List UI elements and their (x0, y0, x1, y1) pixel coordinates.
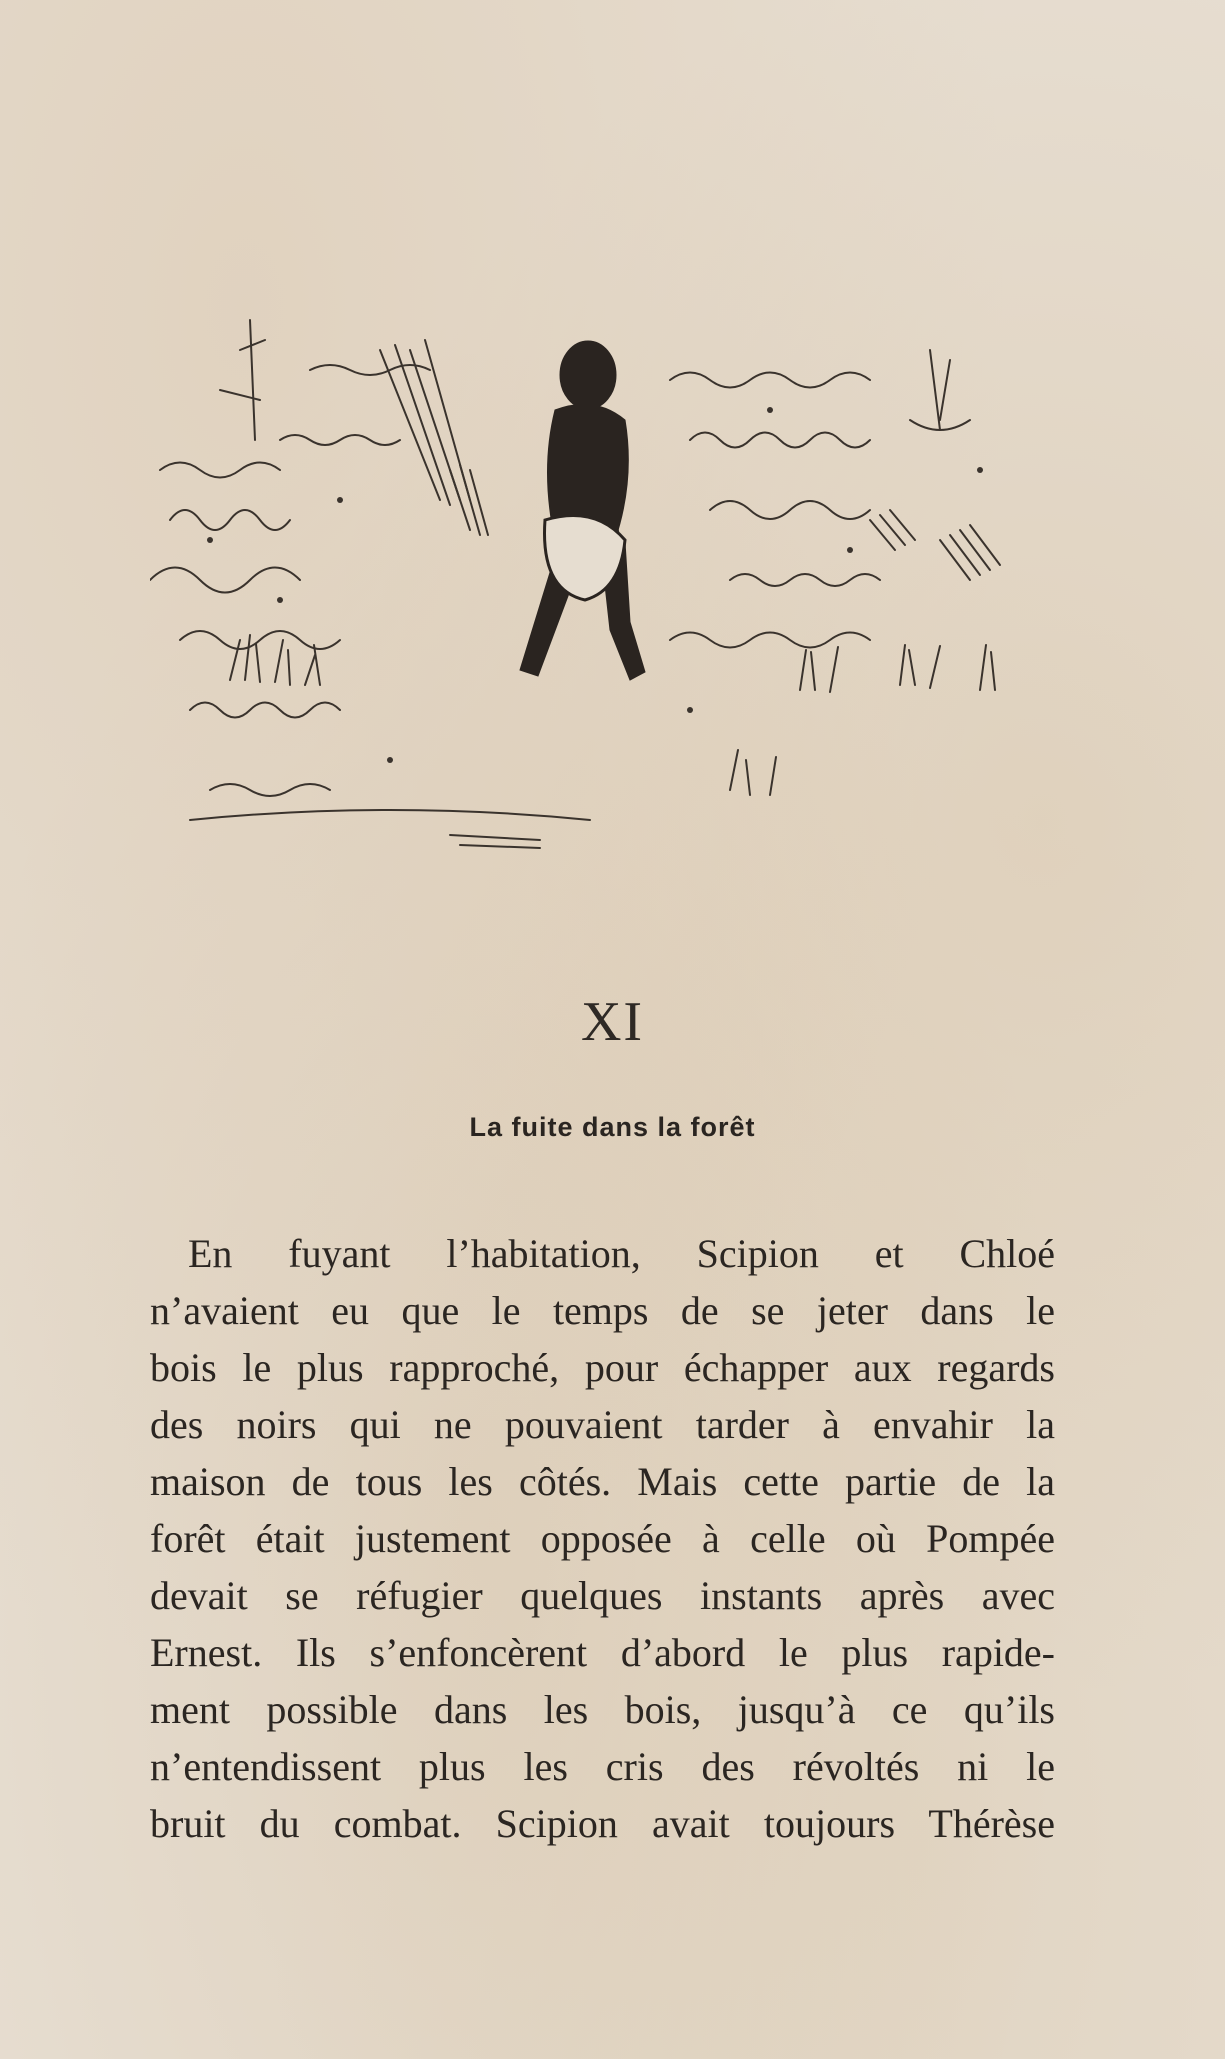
chapter-title: La fuite dans la forêt (469, 1112, 756, 1142)
text-line: bruit du combat. Scipion avait toujours Thérèse (150, 1801, 1055, 1846)
text-line: forêt était justement opposée à celle où Pompée (150, 1516, 1055, 1561)
text-line: maison de tous les côtés. Mais cette partie de la (150, 1459, 1055, 1504)
text-line: devait se réfugier quelques instants après avec (150, 1573, 1055, 1618)
text-line: des noirs qui ne pouvaient tarder à envahir la (150, 1402, 1055, 1447)
text-line: ment possible dans les bois, jusqu’à ce qu’ils (150, 1687, 1055, 1732)
text-line: n’entendissent plus les cris des révoltés ni le (150, 1744, 1055, 1789)
text-line: En fuyant l’habitation, Scipion et Chloé (188, 1231, 1055, 1276)
text-line: bois le plus rapproché, pour échapper aux regards (150, 1345, 1055, 1390)
text-line: Ernest. Ils s’enfoncèrent d’abord le plus rapide- (150, 1630, 1055, 1675)
chapter-number: XI (580, 991, 645, 1053)
text-line: n’avaient eu que le temps de se jeter dans le (150, 1288, 1055, 1333)
forest-illustration (150, 290, 1060, 850)
chapter-body-text (150, 1225, 1055, 1852)
forest-engraving-icon (150, 290, 1060, 850)
